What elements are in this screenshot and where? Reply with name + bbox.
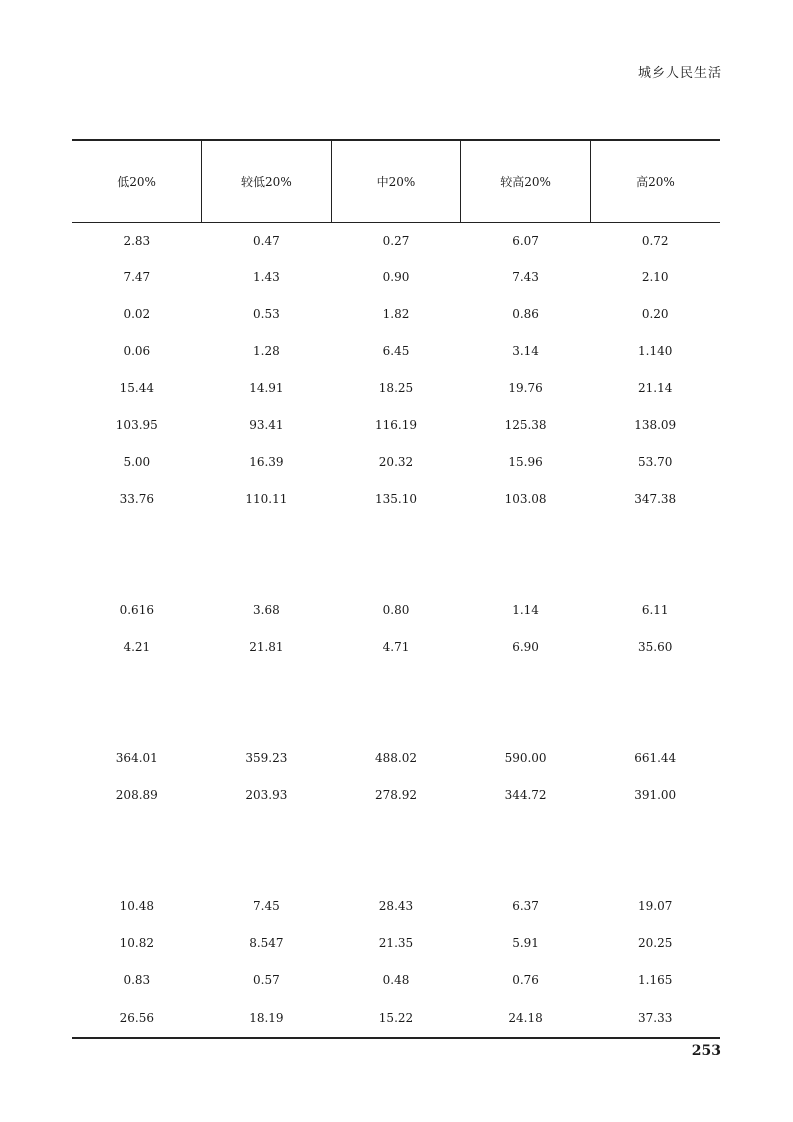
table-cell: 0.20	[641, 307, 669, 321]
table-cell: 0.80	[382, 603, 410, 617]
table-cell: 4.21	[123, 640, 151, 654]
table-cell: 1.28	[253, 344, 280, 358]
table-cell: 138.09	[634, 418, 677, 432]
table-cell: 103.08	[504, 492, 547, 506]
table-cell: 4.71	[382, 640, 410, 654]
table-row	[72, 407, 720, 444]
table-cell: 1.165	[638, 973, 673, 987]
table-cell: 15.96	[508, 455, 543, 469]
table-cell: 6.07	[512, 233, 539, 248]
table-cell: 21.81	[249, 640, 284, 654]
table-cell: 16.39	[249, 455, 284, 469]
table-cell: 53.70	[638, 455, 673, 469]
income-quintile-table	[72, 139, 720, 1039]
table-cell: 15.44	[119, 381, 154, 395]
table-cell: 364.01	[115, 751, 158, 765]
table-cell: 28.43	[378, 899, 414, 913]
table-cell: 0.76	[512, 973, 539, 987]
table-cell: 6.90	[512, 640, 539, 654]
table-row	[72, 222, 720, 259]
table-cell: 0.90	[382, 270, 410, 284]
table-cell: 0.72	[641, 233, 669, 248]
table-spacer-row	[72, 666, 720, 740]
table-spacer-row	[72, 814, 720, 888]
table-row	[72, 888, 720, 925]
page-number: 253	[691, 1043, 721, 1059]
table-row	[72, 592, 720, 629]
table-cell: 6.11	[641, 603, 669, 617]
table-cell: 0.06	[123, 344, 151, 358]
table-cell: 135.10	[374, 492, 417, 506]
table-row	[72, 296, 720, 333]
table-cell: 5.91	[512, 936, 539, 950]
table-cell: 1.14	[512, 603, 539, 617]
table-cell: 0.83	[123, 973, 151, 987]
table-cell: 2.83	[123, 233, 151, 248]
table-row	[72, 962, 720, 999]
table-cell: 3.14	[512, 344, 539, 358]
table-cell: 110.11	[245, 492, 288, 506]
table-cell: 19.07	[638, 899, 673, 913]
table-cell: 33.76	[119, 492, 154, 506]
table-header-row	[72, 140, 720, 222]
table-cell: 10.48	[119, 899, 154, 913]
table-cell: 6.37	[512, 899, 539, 913]
table-cell: 203.93	[245, 788, 288, 802]
table-cell: 125.38	[504, 418, 547, 432]
column-header-middle-20: 中20%	[331, 140, 461, 222]
table-row	[72, 481, 720, 518]
table-row	[72, 777, 720, 814]
table-cell: 20.32	[378, 455, 414, 469]
table-cell: 20.25	[638, 936, 673, 950]
running-head: 城乡人民生活	[637, 66, 722, 81]
data-table-container	[72, 139, 720, 1039]
table-cell: 0.48	[382, 973, 410, 987]
table-cell: 10.82	[119, 936, 154, 950]
table-row	[72, 333, 720, 370]
table-row	[72, 999, 720, 1038]
table-cell: 0.57	[253, 973, 280, 987]
table-row	[72, 925, 720, 962]
column-header-high-20: 高20%	[590, 140, 720, 222]
table-cell: 1.82	[382, 307, 410, 321]
table-cell: 0.02	[123, 307, 151, 321]
table-row	[72, 444, 720, 481]
table-cell: 344.72	[504, 788, 547, 802]
column-header-low-20: 低20%	[72, 140, 202, 222]
table-row	[72, 740, 720, 777]
table-cell: 103.95	[115, 418, 158, 432]
column-header-lower-20: 较低20%	[202, 140, 332, 222]
table-cell: 208.89	[115, 788, 158, 802]
table-cell: 21.35	[378, 936, 414, 950]
table-cell: 7.47	[123, 270, 151, 284]
table-cell: 24.18	[461, 999, 591, 1038]
table-cell: 116.19	[374, 418, 417, 432]
table-cell: 590.00	[504, 751, 547, 765]
table-cell: 391.00	[634, 788, 677, 802]
table-row	[72, 370, 720, 407]
table-cell: 35.60	[638, 640, 673, 654]
table-cell: 15.22	[331, 999, 461, 1038]
table-cell: 359.23	[245, 751, 288, 765]
table-cell: 1.43	[253, 270, 280, 284]
table-cell: 18.25	[378, 381, 414, 395]
table-spacer-row	[72, 518, 720, 592]
table-cell: 26.56	[72, 999, 202, 1038]
table-cell: 1.140	[638, 344, 673, 358]
table-cell: 19.76	[508, 381, 543, 395]
table-cell: 37.33	[590, 999, 720, 1038]
table-cell: 7.45	[253, 899, 280, 913]
table-cell: 661.44	[634, 751, 677, 765]
table-cell: 18.19	[202, 999, 332, 1038]
table-cell: 0.27	[382, 233, 410, 248]
table-cell: 93.41	[249, 418, 284, 432]
table-cell: 2.10	[641, 270, 669, 284]
table-cell: 21.14	[638, 381, 673, 395]
table-cell: 0.86	[512, 307, 539, 321]
table-cell: 0.47	[253, 233, 280, 248]
table-cell: 488.02	[374, 751, 417, 765]
table-cell: 7.43	[512, 270, 539, 284]
table-cell: 14.91	[249, 381, 284, 395]
table-cell: 0.53	[253, 307, 280, 321]
table-cell: 347.38	[634, 492, 677, 506]
table-cell: 8.547	[249, 936, 284, 950]
table-row	[72, 629, 720, 666]
table-row	[72, 259, 720, 296]
table-cell: 278.92	[374, 788, 417, 802]
column-header-higher-20: 较高20%	[461, 140, 591, 222]
table-cell: 0.616	[119, 603, 154, 617]
table-cell: 3.68	[253, 603, 280, 617]
table-cell: 5.00	[123, 455, 151, 469]
table-cell: 6.45	[382, 344, 410, 358]
